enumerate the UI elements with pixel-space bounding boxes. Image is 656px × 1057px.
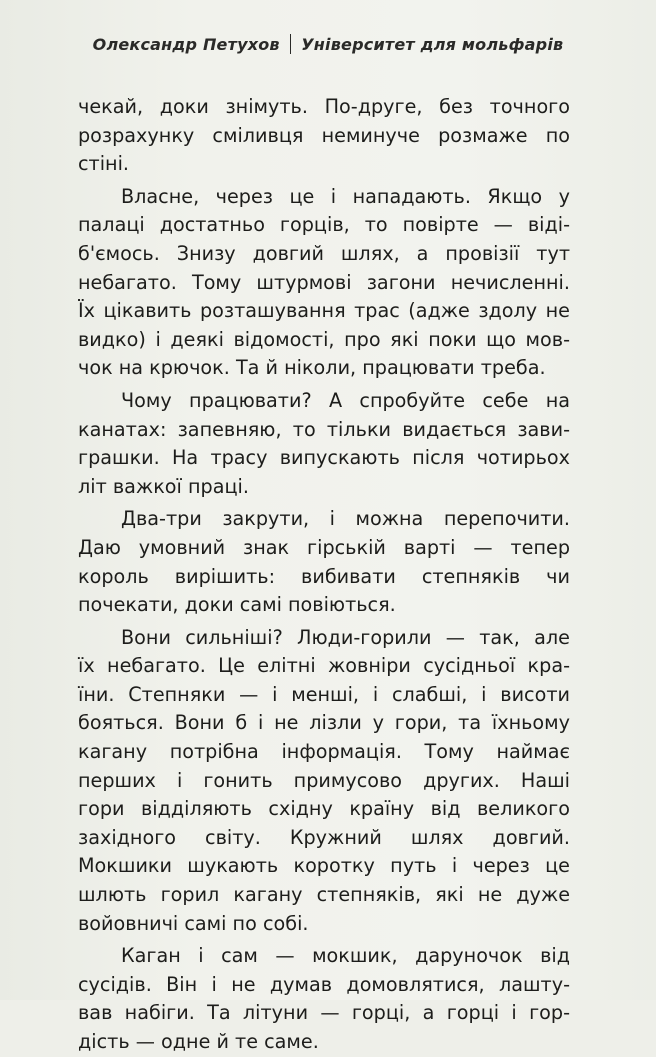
text-line: перших і гонить примусово других. Наші	[78, 768, 570, 792]
paragraph-2	[78, 183, 570, 383]
text-line: вав набіги. Та літуни — горці, а горці і гор-	[78, 1001, 570, 1025]
text-line: Їх цікавить розташування трас (адже здолу не	[78, 299, 570, 323]
text-line: Каган і сам — мокшик, даруночок від	[121, 944, 570, 968]
text-line: грашки. На трасу випускають після чотирьох	[78, 446, 570, 470]
paragraph-6	[78, 942, 570, 1056]
header-separator	[290, 34, 292, 54]
text-line: канатах: запевняю, то тільки видається зави-	[78, 417, 570, 441]
text-line: Мокшики шукають коротку путь і через це	[78, 854, 570, 878]
text-line: бояться. Вони б і не лізли у гори, та їхньому	[78, 711, 570, 735]
text-line: шлють горил кагану степняків, які не дуже	[78, 883, 570, 907]
body-text	[78, 93, 570, 1057]
text-line: стіні.	[78, 152, 130, 176]
text-line: Власне, через це і нападають. Якщо у	[121, 184, 570, 208]
paragraph-1	[78, 93, 570, 179]
text-line: почекати, доки самі повіються.	[78, 593, 396, 617]
text-line: їни. Степняки — і менші, і слабші, і висоти	[78, 682, 570, 706]
text-line: гори відділяють східну країну від великого	[78, 797, 570, 821]
text-line: небагато. Тому штурмові загони нечисленні.	[78, 270, 570, 294]
running-head	[0, 34, 656, 54]
text-line: розрахунку сміливця неминуче розмаже по	[78, 123, 570, 147]
text-line: їх небагато. Це елітні жовніри сусідньої кра-	[78, 654, 570, 678]
author-name: Олександр Петухов	[92, 35, 280, 54]
book-title: Університет для мольфарів	[301, 35, 564, 54]
text-line: король вирішить: вибивати степняків чи	[78, 564, 570, 588]
text-line: Вони сильніші? Люди-горили — так, але	[121, 625, 570, 649]
text-line: сусідів. Він і не думав домовлятися, лашту-	[78, 972, 570, 996]
text-line: войовничі самі по собі.	[78, 911, 309, 935]
text-line: кагану потрібна інформація. Тому наймає	[78, 740, 570, 764]
paragraph-5	[78, 624, 570, 939]
text-line: б'ємось. Знизу довгий шлях, а провізії тут	[78, 241, 570, 265]
text-line: літ важкої праці.	[78, 474, 249, 498]
text-line: Два-три закрути, і можна перепочити.	[121, 507, 570, 531]
text-line: видко) і деякі відомості, про які поки що мов-	[78, 327, 570, 351]
text-line: палаці достатньо горців, то повірте — віді-	[78, 213, 570, 237]
text-line: західного світу. Кружний шлях довгий.	[78, 825, 570, 849]
text-line: дість — одне й те саме.	[78, 1030, 319, 1053]
text-line: чекай, доки знімуть. По-друге, без точного	[78, 95, 570, 118]
text-line: Чому працювати? А спробуйте себе на	[121, 388, 570, 412]
text-line: чок на крючок. Та й ніколи, працювати треба.	[78, 356, 546, 380]
paragraph-3	[78, 387, 570, 501]
paragraph-4	[78, 505, 570, 619]
text-line: Даю умовний знак гірській варті — тепер	[78, 535, 570, 559]
